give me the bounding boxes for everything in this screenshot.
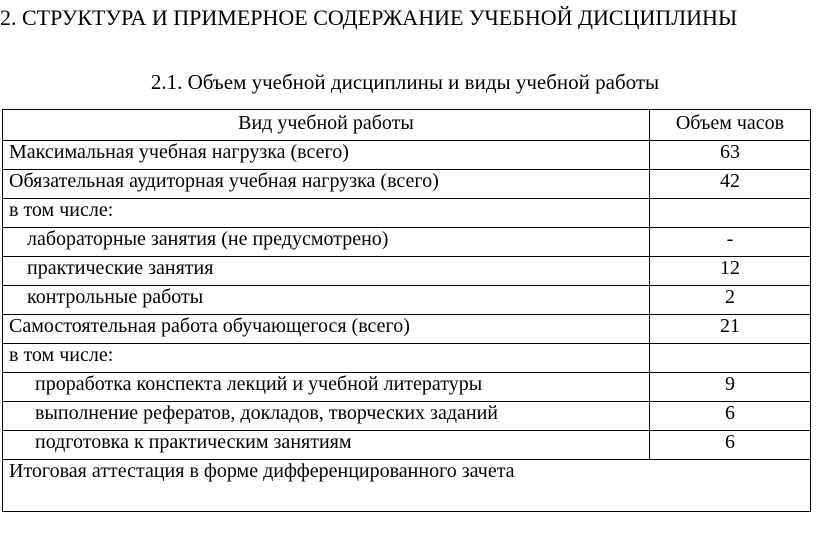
table-row [3,257,811,286]
row-label: выполнение рефератов, докладов, творческих заданий [3,402,650,431]
table-row [3,431,811,460]
table-row [3,402,811,431]
table-row [3,286,811,315]
row-hours: 9 [650,373,811,402]
final-assessment-row [3,460,811,512]
row-label: Самостоятельная работа обучающегося (всего) [3,315,650,344]
section-heading: 2. СТРУКТУРА И ПРИМЕРНОЕ СОДЕРЖАНИЕ УЧЕБНОЙ ДИСЦИПЛИНЫ [0,5,738,30]
row-hours: 42 [650,170,811,199]
table-row [3,141,811,170]
table-row [3,170,811,199]
row-label: контрольные работы [3,286,650,315]
row-hours [650,344,811,373]
row-label: подготовка к практическим занятиям [3,431,650,460]
row-hours: 6 [650,431,811,460]
table-row [3,315,811,344]
row-hours: 21 [650,315,811,344]
table-row [3,373,811,402]
row-hours: 63 [650,141,811,170]
row-label: проработка конспекта лекций и учебной литературы [3,373,650,402]
row-hours: 12 [650,257,811,286]
row-label: в том числе: [3,344,650,373]
row-label: практические занятия [3,257,650,286]
table-row [3,199,811,228]
hours-column-header: Объем часов [650,110,811,141]
row-hours: 2 [650,286,811,315]
row-label: Максимальная учебная нагрузка (всего) [3,141,650,170]
row-label: лабораторные занятия (не предусмотрено) [3,228,650,257]
table-row [3,228,811,257]
table-header-row [3,110,811,141]
row-hours: - [650,228,811,257]
row-hours: 6 [650,402,811,431]
row-hours [650,199,811,228]
row-label: Обязательная аудиторная учебная нагрузка (всего) [3,170,650,199]
work-type-column-header: Вид учебной работы [3,110,650,141]
subsection-heading: 2.1. Объем учебной дисциплины и виды учебной работы [150,70,660,94]
row-label: в том числе: [3,199,650,228]
table-row [3,344,811,373]
study-hours-table [2,109,811,512]
final-assessment-label: Итоговая аттестация в форме дифференцированного зачета [3,460,811,512]
